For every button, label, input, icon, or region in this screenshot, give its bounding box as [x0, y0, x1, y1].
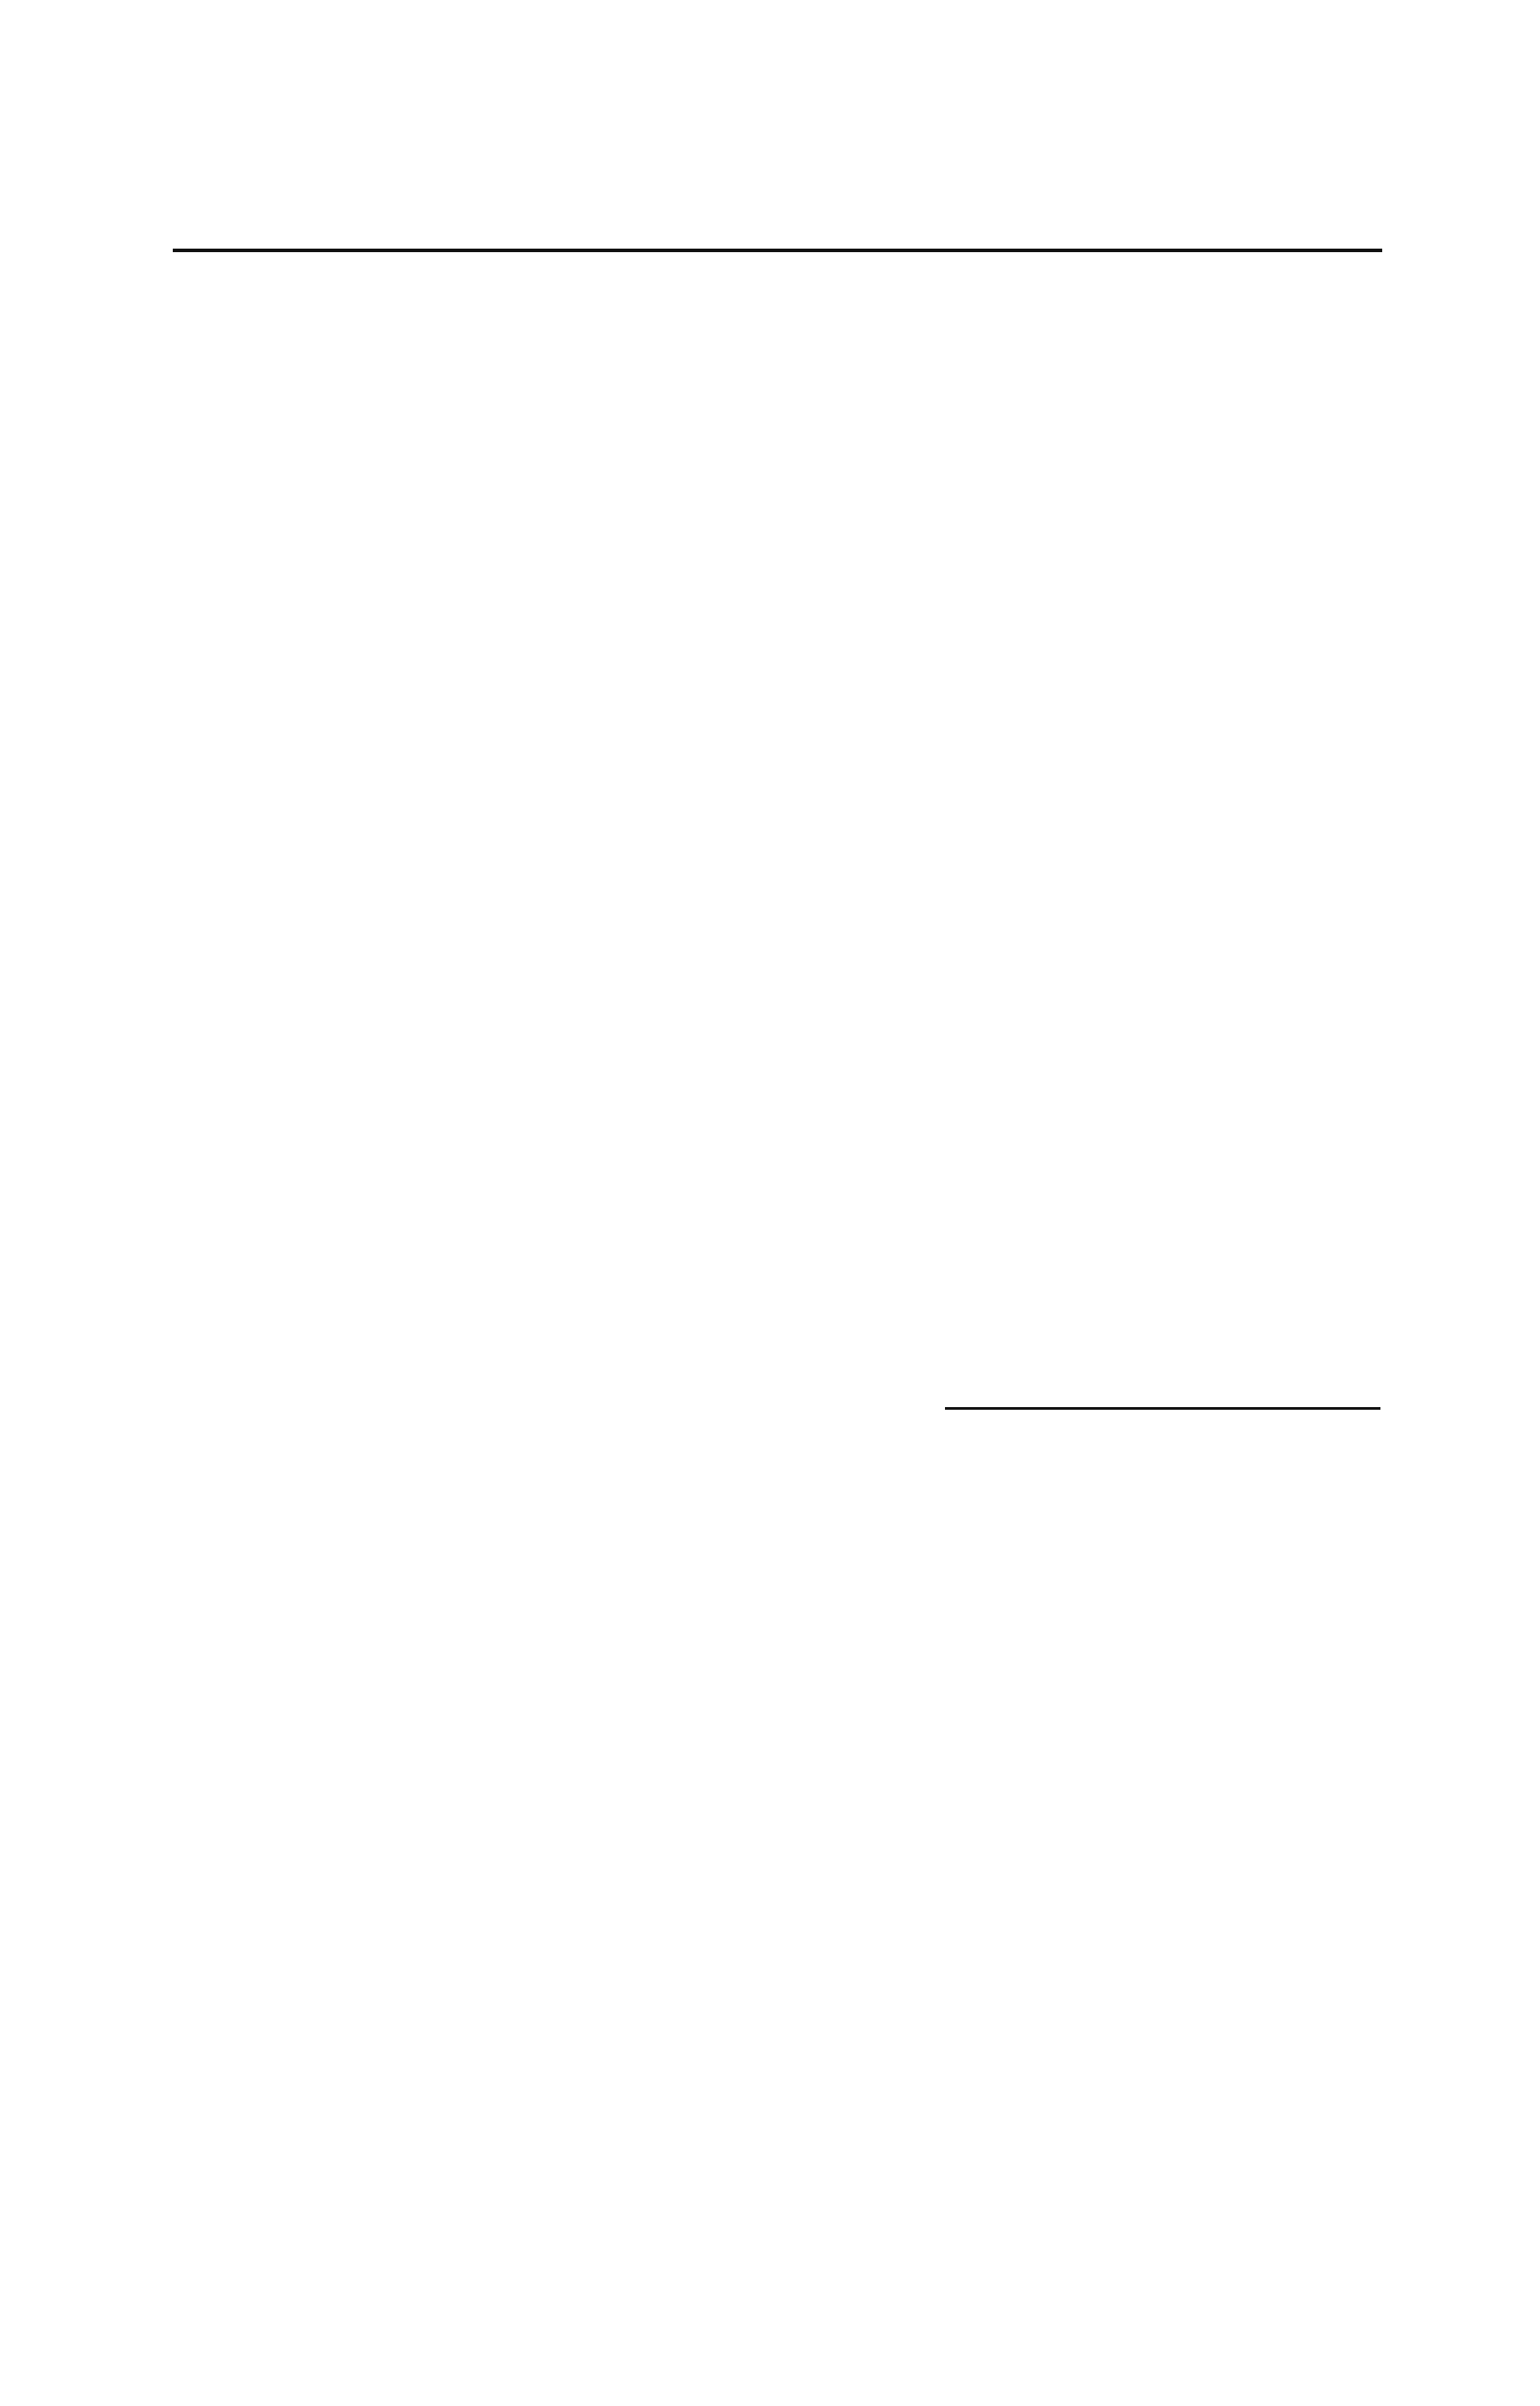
header-rule [173, 249, 1382, 252]
main-text [155, 291, 1380, 1402]
footnote-rule [945, 1407, 1380, 1410]
footnotes [155, 1434, 1380, 2227]
page-header [173, 182, 1380, 243]
